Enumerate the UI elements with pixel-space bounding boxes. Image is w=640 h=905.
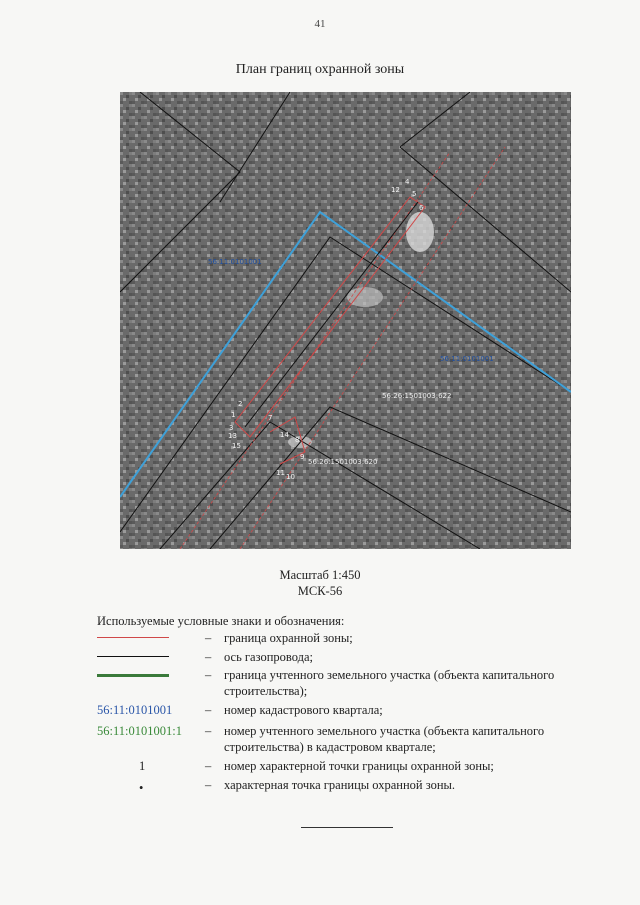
quarter-label: 56:11:0101001 [208,258,262,266]
point-label: 11 [276,469,285,477]
point-label: 14 [280,431,289,439]
point-label: 12 [391,186,400,194]
point-label: 6 [419,204,424,212]
legend-green-line [97,674,169,677]
satellite-texture [120,92,571,549]
coordinate-system: МСК-56 [297,584,343,598]
legend-red-line [97,637,169,638]
point-label: 13 [228,432,237,440]
point-label: 9 [300,453,305,461]
point-label: 3 [229,424,234,432]
point-label: 1 [231,411,236,419]
point-label: 8 [295,436,300,444]
map-overlay [120,92,571,549]
scale-block [0,567,640,599]
point-label: 2 [238,400,243,408]
point-label: 4 [405,178,410,186]
bright-patch [347,287,383,307]
legend-black-line [97,656,169,657]
scale-text: Масштаб 1:450 [279,568,361,582]
parcel-label: 56:26:1501003:620 [308,458,378,466]
legend-parcel-number: 56:11:0101001:1 [97,724,182,738]
legend-quarter-number: 56:11:0101001 [97,703,173,717]
satellite-map [120,92,571,549]
legend-point-number: 1 [139,759,146,773]
footer-divider [301,827,393,828]
page-title: План границ охранной зоны [235,62,405,77]
parcel-label: 56:26:1501003:622 [382,392,452,400]
legend-title: Используемые условные знаки и обозначения: [97,614,345,628]
point-label: 15 [232,442,241,450]
point-label: 5 [412,190,417,198]
point-label: 7 [268,414,273,422]
quarter-label: 56:11:0101001 [440,355,494,363]
bright-patch [406,212,434,252]
point-label: 10 [286,473,295,481]
page-number: 41 [314,18,326,30]
legend-point-dot: • [139,781,144,795]
